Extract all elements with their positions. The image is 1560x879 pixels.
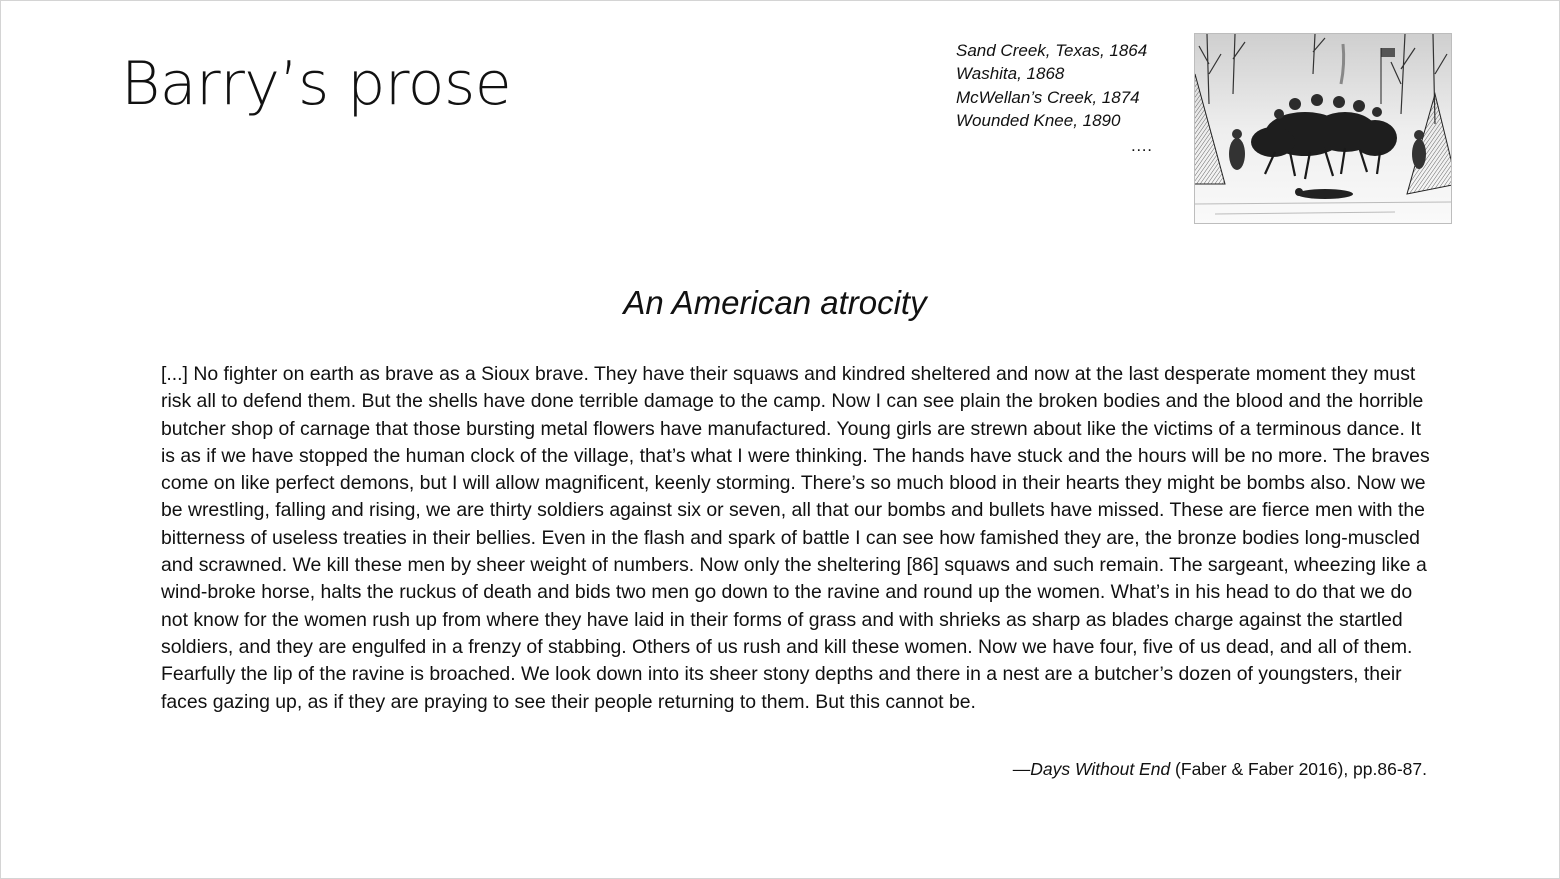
citation <box>1013 756 1427 782</box>
quoted-passage: [...] No fighter on earth as brave as a Sioux brave. They have their squaws and kindred sheltered and now at the last desperate moment they must risk all to defend them. But the shells have done terrible damage to the camp. Now I can see plain the broken bodies and the blood and the horrible butcher shop of carnage that those bursting metal flowers have manufactured. Young girls are strewn about like the victims of a terminous dance. It is as if we have stopped the human clock of the village, that’s what I were thinking. The hands have stuck and the hours will be no more. The braves come on like perfect demons, but I will allow magnificent, keenly storming. There’s so much blood in their hearts they might be bombs also. Now we be wrestling, falling and rising, we are thirty soldiers against six or seven, all that our bombs and bullets have missed. These are fierce men with the bitterness of useless treaties in their bellies. Even in the flash and spark of battle I can see how famished they are, the bronze bodies long-muscled and scrawned. We kill these men by sheer weight of numbers. Now only the sheltering [86] squaws and such remain. The sargeant, wheezing like a wind-broke horse, halts the ruckus of death and bids two men go down to the ravine and round up the women. What’s in his head to do that we do not know for the women rush up from where they have laid in their forms of grass and with shrieks as sharp as blades charge against the startled soldiers, and they are engulfed in a frenzy of stabbing. Others of us rush and kill these women. Now we have four, five of us dead, and all of them. Fearfully the lip of the ravine is broached. We look down into its sheer stony depths and there in a nest are a butcher’s dozen of youngsters, their faces gazing up, as if they are praying to see their people returning to them. But this cannot be. <box>161 363 1430 713</box>
massacre-item: Washita, 1868 <box>956 64 1065 84</box>
slide-title: Barry’s prose <box>121 49 512 119</box>
massacre-list <box>956 39 1152 160</box>
massacre-item: Sand Creek, Texas, 1864 <box>956 41 1148 60</box>
slide-subtitle: An American atrocity <box>623 284 927 321</box>
citation-details: (Faber & Faber 2016), pp.86-87. <box>1170 759 1427 779</box>
cavalry-charge-engraving <box>1194 33 1452 224</box>
citation-book-title: Days Without End <box>1030 759 1171 779</box>
citation-dash: — <box>1012 759 1031 779</box>
massacre-item: McWellan’s Creek, 1874 <box>956 87 1140 107</box>
massacre-list-ellipsis: …. <box>1130 136 1152 156</box>
cavalry-charge-engraving-icon <box>1195 34 1452 224</box>
massacre-item: Wounded Knee, 1890 <box>956 110 1121 130</box>
